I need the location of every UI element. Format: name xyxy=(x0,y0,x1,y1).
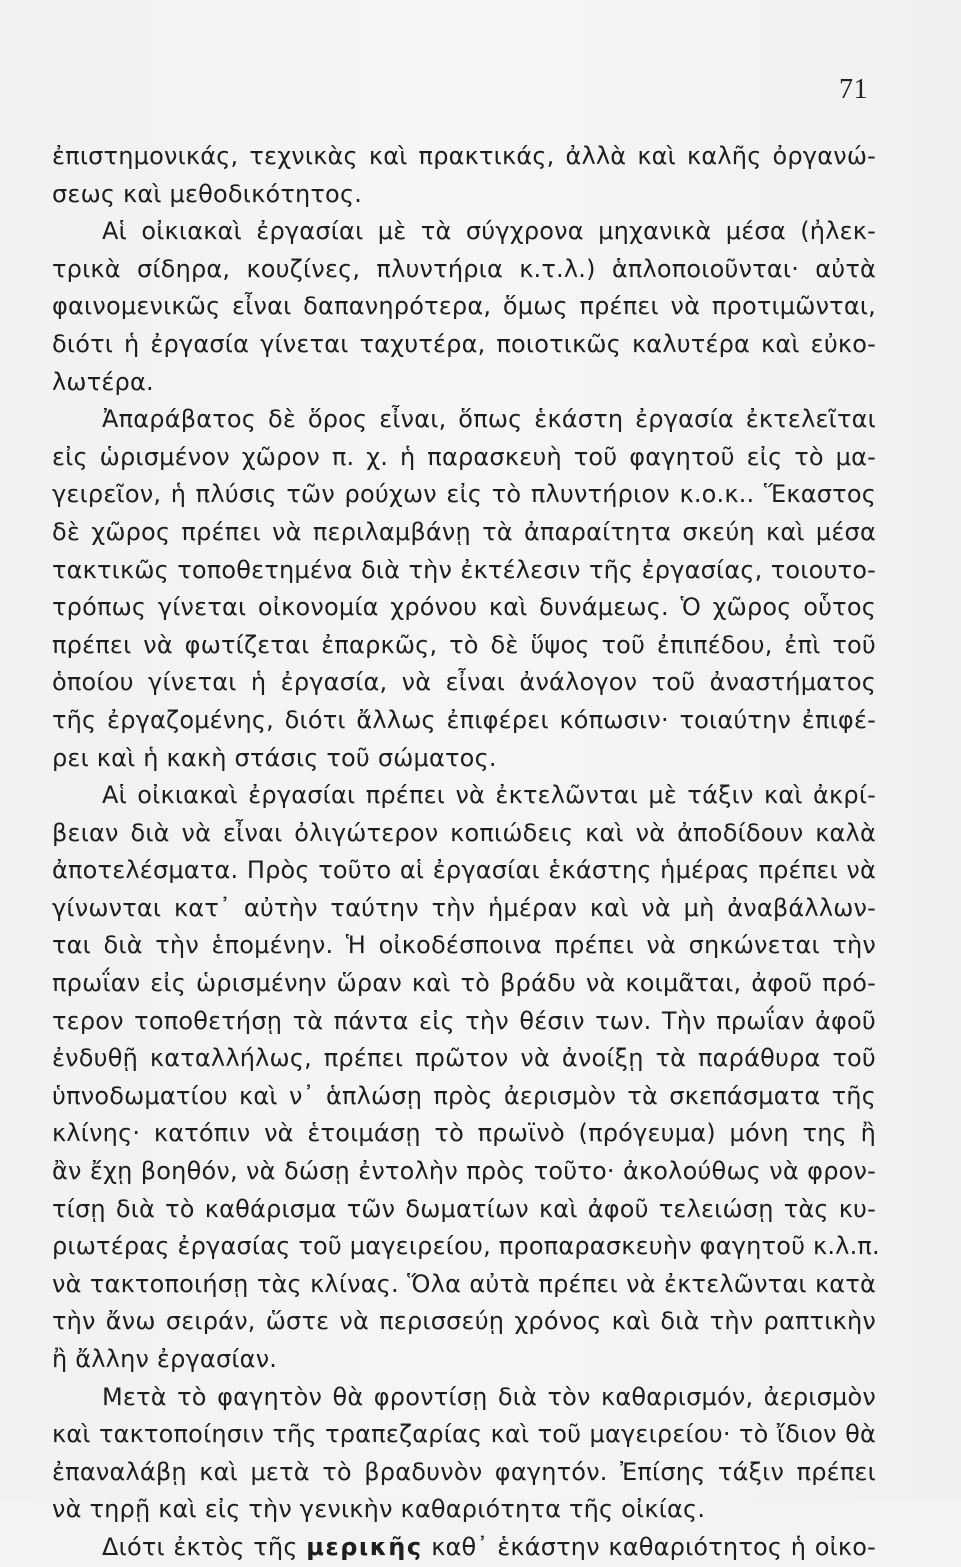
text-line: ἢ ἄλλην ἐργασίαν. xyxy=(52,1345,278,1373)
text-line: Ἀπαράβατος δὲ ὅρος εἶναι, ὅπως ἑκάστη ἐργασία ἐκτελεῖται xyxy=(102,405,876,434)
text-line: ρει καὶ ἡ κακὴ στάσις τοῦ σώματος. xyxy=(52,743,497,772)
text-line: τρόπως γίνεται οἰκονομία χρόνου καὶ δυνάμεως. Ὁ χῶρος οὗτος xyxy=(52,593,876,622)
text-line: διότι ἡ ἐργασία γίνεται ταχυτέρα, ποιοτικῶς καλυτέρα καὶ εὐκο- xyxy=(52,329,876,358)
text-line: νὰ τηρῇ καὶ εἰς τὴν γενικὴν καθαριότητα τῆς οἰκίας. xyxy=(52,1495,706,1524)
final-line-emphasis: μερικῆς xyxy=(306,1532,423,1561)
text-line: τακτικῶς τοποθετημένα διὰ τὴν ἐκτέλεσιν τῆς ἐργασίας, τοιουτο- xyxy=(52,555,876,584)
text-line: νὰ τακτοποιήσῃ τὰς κλίνας. Ὅλα αὐτὰ πρέπει νὰ ἐκτελῶνται κατὰ xyxy=(52,1269,876,1298)
text-line: πρέπει νὰ φωτίζεται ἐπαρκῶς, τὸ δὲ ὕψος τοῦ ἐπιπέδου, ἐπὶ τοῦ xyxy=(52,630,876,659)
text-line: βειαν διὰ νὰ εἶναι ὀλιγώτερον κοπιώδεις καὶ νὰ ἀποδίδουν καλὰ xyxy=(52,818,876,847)
text-line: κλίνης· κατόπιν νὰ ἑτοιμάσῃ τὸ πρωϊνὸ (πρόγευμα) μόνη της ἢ xyxy=(52,1119,876,1148)
text-line: ριωτέρας ἐργασίας τοῦ μαγειρείου, προπαρασκευὴν φαγητοῦ κ.λ.π. xyxy=(52,1232,880,1261)
text-line: εἰς ὡρισμένον χῶρον π. χ. ἡ παρασκευὴ τοῦ φαγητοῦ εἰς τὸ μα- xyxy=(52,442,876,471)
text-line: τὴν ἄνω σειράν, ὥστε νὰ περισσεύῃ χρόνος καὶ διὰ τὴν ραπτικὴν xyxy=(52,1307,876,1336)
text-line: ἐνδυθῇ καταλλήλως, πρέπει πρῶτον νὰ ἀνοίξῃ τὰ παράθυρα τοῦ xyxy=(52,1044,876,1073)
text-line: τρικὰ σίδηρα, κουζίνες, πλυντήρια κ.τ.λ.) ἁπλοποιοῦνται· αὐτὰ xyxy=(52,254,876,283)
text-line: Μετὰ τὸ φαγητὸν θὰ φροντίσῃ διὰ τὸν καθαρισμόν, ἀερισμὸν xyxy=(102,1382,876,1411)
text-line: ἀποτελέσματα. Πρὸς τοῦτο αἱ ἐργασίαι ἑκάστης ἡμέρας πρέπει νὰ xyxy=(52,856,876,885)
page-number: 71 xyxy=(839,74,868,105)
text-line: Αἱ οἰκιακαὶ ἐργασίαι πρέπει νὰ ἐκτελῶνται μὲ τάξιν καὶ ἀκρί- xyxy=(102,781,876,810)
text-line: δὲ χῶρος πρέπει νὰ περιλαμβάνῃ τὰ ἀπαραίτητα σκεύη καὶ μέσα xyxy=(52,517,876,546)
text-line: φαινομενικῶς εἶναι δαπανηρότερα, ὅμως πρέπει νὰ προτιμῶνται, xyxy=(52,292,876,321)
text-line: τῆς ἐργαζομένης, διότι ἄλλως ἐπιφέρει κόπωσιν· τοιαύτην ἐπιφέ- xyxy=(52,705,876,734)
text-line: λωτέρα. xyxy=(52,367,154,396)
text-line: ὁποίου γίνεται ἡ ἐργασία, νὰ εἶναι ἀνάλογον τοῦ ἀναστήματος xyxy=(52,668,876,697)
text-line: Αἱ οἰκιακαὶ ἐργασίαι μὲ τὰ σύγχρονα μηχανικὰ μέσα (ἠλεκ- xyxy=(102,217,876,246)
text-line: ὑπνοδωματίου καὶ ν᾽ ἁπλώσῃ πρὸς ἀερισμὸν τὰ σκεπάσματα τῆς xyxy=(52,1081,876,1110)
text-line: γειρεῖον, ἡ πλύσις τῶν ρούχων εἰς τὸ πλυντήριον κ.ο.κ.. Ἕκαστος xyxy=(52,480,876,509)
text-line: ἐπαναλάβῃ καὶ μετὰ τὸ βραδυνὸν φαγητόν. Ἐπίσης τάξιν πρέπει xyxy=(52,1457,876,1486)
text-line: πρωΐαν εἰς ὡρισμένην ὥραν καὶ τὸ βράδυ νὰ κοιμᾶται, ἀφοῦ πρό- xyxy=(52,969,876,998)
final-line-before: Διότι ἐκτὸς τῆς xyxy=(102,1532,298,1561)
text-line-final xyxy=(52,1529,876,1567)
text-line: ἂν ἔχῃ βοηθόν, νὰ δώσῃ ἐντολὴν πρὸς τοῦτο· ἀκολούθως νὰ φρον- xyxy=(52,1157,876,1186)
text-line: ἐπιστημονικάς, τεχνικὰς καὶ πρακτικάς, ἀλλὰ καὶ καλῆς ὀργανώ- xyxy=(52,142,876,170)
text-line: τίσῃ διὰ τὸ καθάρισμα τῶν δωματίων καὶ ἀφοῦ τελειώσῃ τὰς κυ- xyxy=(52,1194,876,1223)
text-line: καὶ τακτοποίησιν τῆς τραπεζαρίας καὶ τοῦ μαγειρείου· τὸ ἴδιον θὰ xyxy=(52,1420,876,1449)
text-line: ται διὰ τὴν ἑπομένην. Ἡ οἰκοδέσποινα πρέπει νὰ σηκώνεται τὴν xyxy=(52,931,876,960)
text-line: γίνωνται κατ᾽ αὐτὴν ταύτην τὴν ἡμέραν καὶ νὰ μὴ ἀναβάλλων- xyxy=(52,893,876,922)
final-line-after: καθ᾽ ἑκάστην καθαριότητος ἡ οἰκο- xyxy=(431,1532,876,1561)
text-line: τερον τοποθετήσῃ τὰ πάντα εἰς τὴν θέσιν των. Τὴν πρωΐαν ἀφοῦ xyxy=(52,1006,876,1035)
body-text xyxy=(52,138,880,1567)
text-line: σεως καὶ μεθοδικότητος. xyxy=(52,179,363,208)
